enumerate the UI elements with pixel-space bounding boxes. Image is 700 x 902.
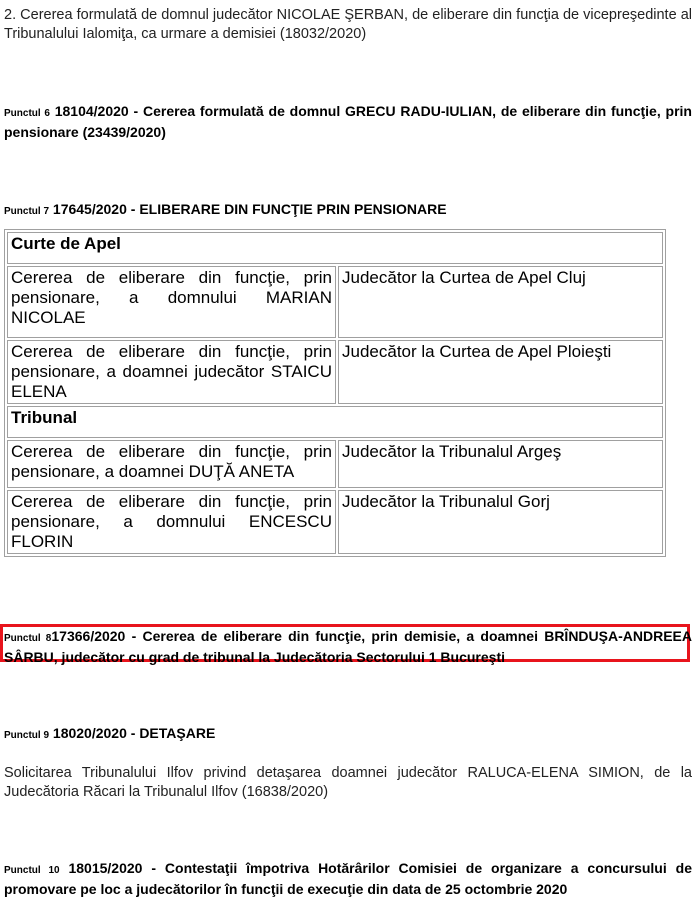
request-cell: Cererea de eliberare din funcţie, prin pensionare, a doamnei judecător STAICU ELENA	[7, 340, 336, 404]
table-section-heading-row	[7, 232, 663, 264]
table-row	[7, 340, 663, 404]
item-number: 18020	[52, 725, 92, 741]
detasare-paragraph: Solicitarea Tribunalului Ilfov privind detaşarea doamnei judecător RALUCA-ELENA SIMION, de la Judecătoria Răcari la Tribunalul Ilfov (16838/2020)	[4, 765, 692, 800]
table-section-heading-row	[7, 406, 663, 438]
table-row	[7, 440, 663, 488]
item-punctul-10	[4, 859, 692, 899]
item-number: 18104	[54, 103, 94, 119]
item-prefix: Punctul 10	[4, 865, 60, 876]
request-cell: Cererea de eliberare din funcţie, prin pensionare, a doamnei DUŢĂ ANETA	[7, 440, 336, 488]
position-cell: Judecător la Curtea de Apel Cluj	[338, 266, 663, 338]
item-punctul-9	[4, 724, 692, 745]
table-row	[7, 266, 663, 338]
item-text: /2020 - Contestaţii împotriva Hotărârilor Comisiei de organizare a concursului de promovare pe loc a judecătorilor în funcţii de execuţie din data de 25 octombrie 2020	[4, 860, 692, 897]
item-text: /2020 - ELIBERARE DIN FUNCŢIE PRIN PENSIONARE	[91, 201, 447, 217]
item-number: 17645	[52, 201, 92, 217]
item-prefix: Punctul 6	[4, 108, 50, 119]
item-punctul-6	[4, 102, 692, 142]
position-cell: Judecător la Curtea de Apel Ploieşti	[338, 340, 663, 404]
intro-paragraph: 2. Cererea formulată de domnul judecător NICOLAE ŞERBAN, de eliberare din funcţia de vicepreşedinte al Tribunalului Ialomiţa, ca urmare a demisiei (18032/2020)	[4, 7, 692, 42]
item-text: /2020 - Cererea formulată de domnul GRECU RADU-IULIAN, de eliberare din funcţie, prin pensionare (23439/2020)	[4, 103, 692, 140]
position-cell: Judecător la Tribunalul Argeş	[338, 440, 663, 488]
section-heading: Curte de Apel	[7, 232, 663, 264]
pensionare-table	[4, 229, 666, 557]
item-prefix: Punctul 9	[4, 730, 50, 741]
position-cell: Judecător la Tribunalul Gorj	[338, 490, 663, 554]
item-punctul-7	[4, 200, 692, 221]
table-row	[7, 490, 663, 554]
item-prefix: Punctul 8	[4, 633, 52, 644]
item-text: /2020 - DETAŞARE	[91, 725, 216, 741]
request-cell: Cererea de eliberare din funcţie, prin pensionare, a domnului ENCESCU FLORIN	[7, 490, 336, 554]
section-heading: Tribunal	[7, 406, 663, 438]
item-punctul-8	[4, 627, 692, 667]
request-cell: Cererea de eliberare din funcţie, prin pensionare, a domnului MARIAN NICOLAE	[7, 266, 336, 338]
item-number: 17366	[51, 628, 91, 644]
item-prefix: Punctul 7	[4, 206, 50, 217]
item-number: 18015	[68, 860, 108, 876]
item-text: /2020 - Cererea de eliberare din funcţie, prin demisie, a doamnei BRÎNDUŞA-ANDREEA SÂRBU, judecător cu grad de tribunal la Judecătoria Sectorului 1 Bucureşti	[4, 628, 692, 665]
